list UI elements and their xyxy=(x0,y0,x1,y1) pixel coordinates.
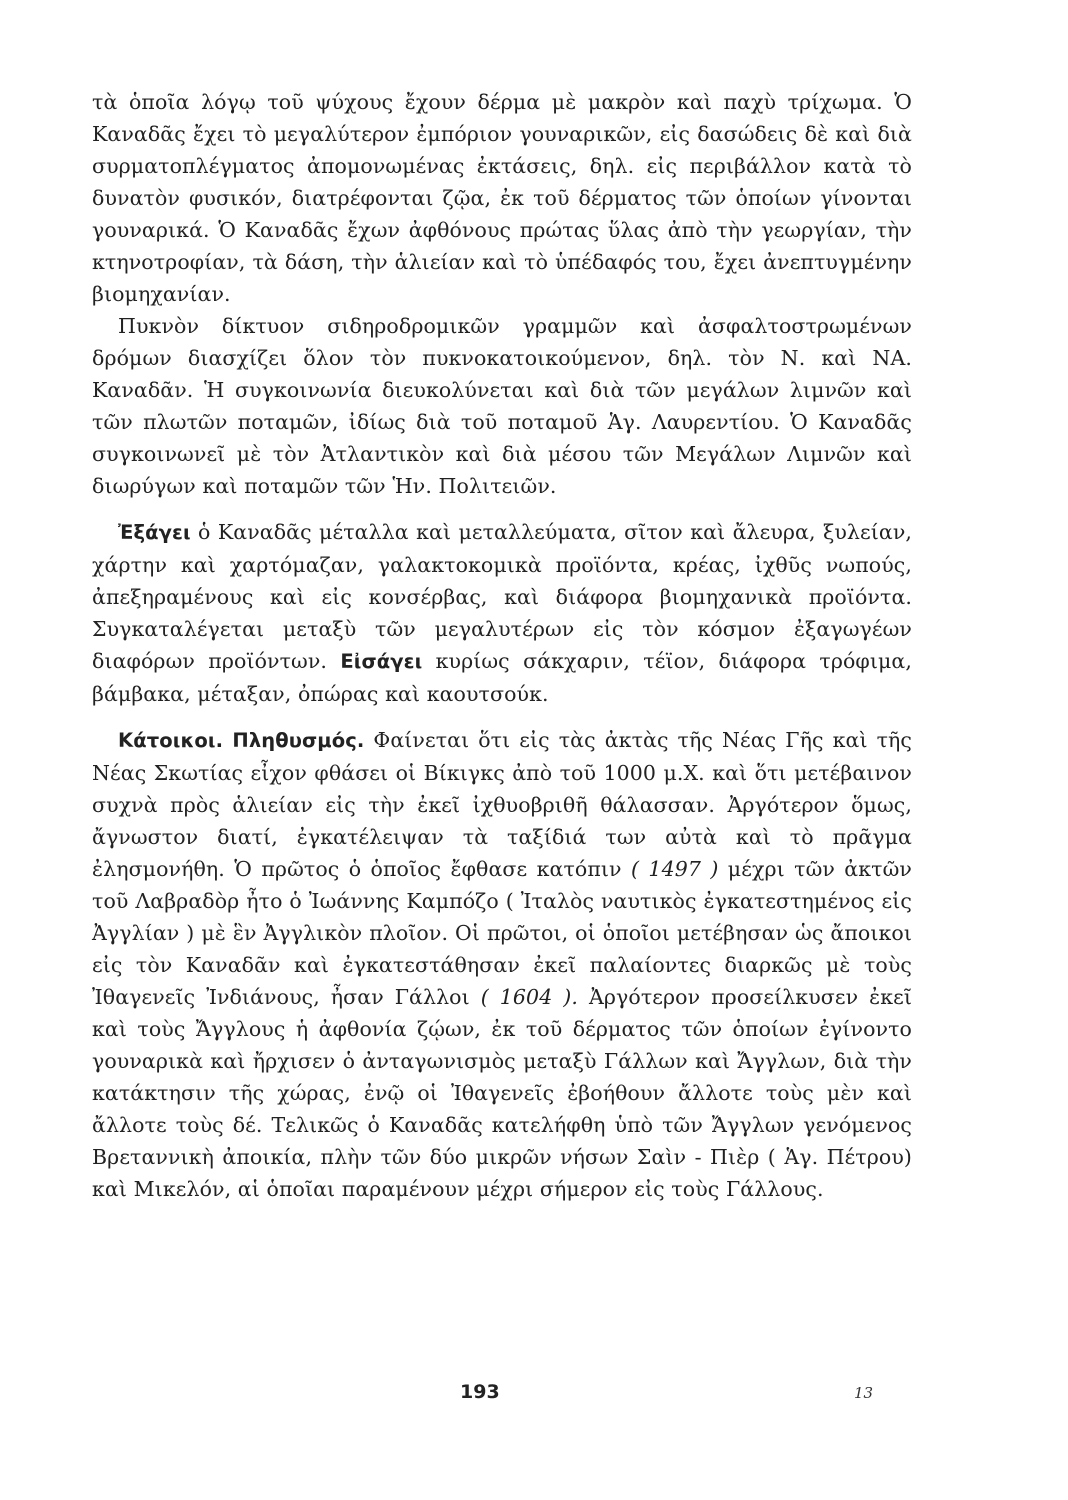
paragraph-fur-industry: τὰ ὁποῖα λόγῳ τοῦ ψύχους ἔχουν δέρμα μὲ μακρὸν καὶ παχὺ τρίχωμα. Ὁ Καναδᾶς ἔχει τὸ μεγαλύτερον ἐμπόριον γουναρικῶν, εἰς δασώδεις δὲ καὶ διὰ συρματοπλέγματος ἀπομονωμένας ἐκτάσεις, δηλ. εἰς περιβάλλον κατὰ τὸ δυνατὸν φυσικόν, διατρέφονται ζῷα, ἐκ τοῦ δέρματος τῶν ὁποίων γίνονται γουναρικά. Ὁ Καναδᾶς ἔχων ἀφθόνους πρώτας ὕλας ἀπὸ τὴν γεωργίαν, τὴν κτηνοτροφίαν, τὰ δάση, τὴν ἁλιείαν καὶ τὸ ὑπέδαφός του, ἔχει ἀνεπτυγμένην βιομηχανίαν. xyxy=(92,90,912,306)
year-1497: ( 1497 ) xyxy=(630,857,719,881)
paragraph-transport: Πυκνὸν δίκτυον σιδηροδρομικῶν γραμμῶν καὶ ἀσφαλτοστρωμένων δρόμων διασχίζει ὅλον τὸν πυκνοκατοικούμενον, δηλ. τὸν Ν. καὶ ΝΑ. Καναδᾶν. Ἡ συγκοινωνία διευκολύνεται καὶ διὰ τῶν μεγάλων λιμνῶν καὶ τῶν πλωτῶν ποταμῶν, ἰδίως διὰ τοῦ ποταμοῦ Ἁγ. Λαυρεντίου. Ὁ Καναδᾶς συγκοινωνεῖ μὲ τὸν Ἀτλαντικὸν καὶ διὰ μέσου τῶν Μεγάλων Λιμνῶν καὶ διωρύγων καὶ ποταμῶν τῶν Ἡν. Πολιτειῶν. xyxy=(92,314,912,498)
paragraph-gap xyxy=(92,710,912,724)
exports-keyword: Ἐξάγει xyxy=(118,521,191,544)
imports-keyword: Εἰσάγει xyxy=(340,650,423,673)
population-text-1: Φαίνεται ὅτι εἰς τὰς ἀκτὰς τῆς Νέας Γῆς καὶ τῆς Νέας Σκωτίας εἶχον φθάσει οἱ Βίκιγκς ἀπὸ τοῦ 1000 μ.Χ. καὶ ὅτι μετέβαινον συχνὰ πρὸς ἁλιείαν εἰς τὴν ἐκεῖ ἰχθυοβριθῆ θάλασσαν. Ἀργότερον ὅμως, ἄγνωστον διατί, ἐγκατέλειψαν τὰ ταξίδιά των αὐτὰ καὶ τὸ πρᾶγμα ἐλησμονήθη. Ὁ πρῶτος ὁ ὁποῖος ἔφθασε κατόπιν xyxy=(92,728,913,881)
paragraph-population xyxy=(92,724,912,1205)
section-heading: Κάτοικοι. Πληθυσμός. xyxy=(118,729,365,752)
imports-text: κυρίως σάκχαριν, τέϊον, διάφορα τρόφιμα, βάμβακα, μέταξαν, ὀπώρας καὶ καουτσούκ. xyxy=(92,649,912,706)
population-text-2: μέχρι τῶν ἀκτῶν τοῦ Λαβραδὸρ ἦτο ὁ Ἰωάννης Καμπόζο ( Ἰταλὸς ναυτικὸς ἐγκατεστημένος εἰς Ἀγγλίαν ) μὲ ἓν Ἀγγλικὸν πλοῖον. Οἱ πρῶτοι, οἱ ὁποῖοι μετέβησαν ὡς ἄποικοι εἰς τὸν Καναδᾶν καὶ ἐγκατεστάθησαν ἐκεῖ παλαίοντες διαρκῶς μὲ τοὺς Ἰθαγενεῖς Ἰνδιάνους, ἦσαν Γάλλοι xyxy=(92,857,912,1009)
population-text-3: Ἀργότερον προσείλκυσεν ἐκεῖ καὶ τοὺς Ἄγγλους ἡ ἀφθονία ζῴων, ἐκ τοῦ δέρματος τῶν ὁποίων ἐγίνοντο γουναρικὰ καὶ ἤρχισεν ὁ ἀνταγωνισμὸς μεταξὺ Γάλλων καὶ Ἄγγλων, διὰ τὴν κατάκτησιν τῆς χώρας, ἐνῷ οἱ Ἰθαγενεῖς ἐβοήθουν ἄλλοτε τοὺς μὲν καὶ ἄλλοτε τοὺς δέ. Τελικῶς ὁ Καναδᾶς κατελήφθη ὑπὸ τῶν Ἄγγλων γενόμενος Βρεταννικὴ ἀποικία, πλὴν τῶν δύο μικρῶν νήσων Σαὶν - Πιὲρ ( Ἁγ. Πέτρου) καὶ Μικελόν, αἱ ὁποῖαι παραμένουν μέχρι σήμερον εἰς τοὺς Γάλλους. xyxy=(92,985,912,1201)
exports-text: ὁ Καναδᾶς μέταλλα καὶ μεταλλεύματα, σῖτον καὶ ἄλευρα, ξυλείαν, χάρτην καὶ χαρτόμαζαν, γαλακτοκομικὰ προϊόντα, κρέας, ἰχθῦς νωπούς, ἀπεξηραμένους καὶ εἰς κονσέρβας, καὶ διάφορα βιομηχανικὰ προϊόντα. Συγκαταλέγεται μεταξὺ τῶν μεγαλυτέρων εἰς τὸν κόσμον ἐξαγωγέων διαφόρων προϊόντων. xyxy=(92,520,912,673)
page-number: 193 xyxy=(460,1381,500,1403)
paragraph-gap xyxy=(92,502,912,516)
body-text xyxy=(92,86,912,1205)
year-1604: ( 1604 ). xyxy=(480,985,579,1009)
paragraph-exports xyxy=(92,516,912,710)
signature-mark: 13 xyxy=(854,1384,874,1402)
